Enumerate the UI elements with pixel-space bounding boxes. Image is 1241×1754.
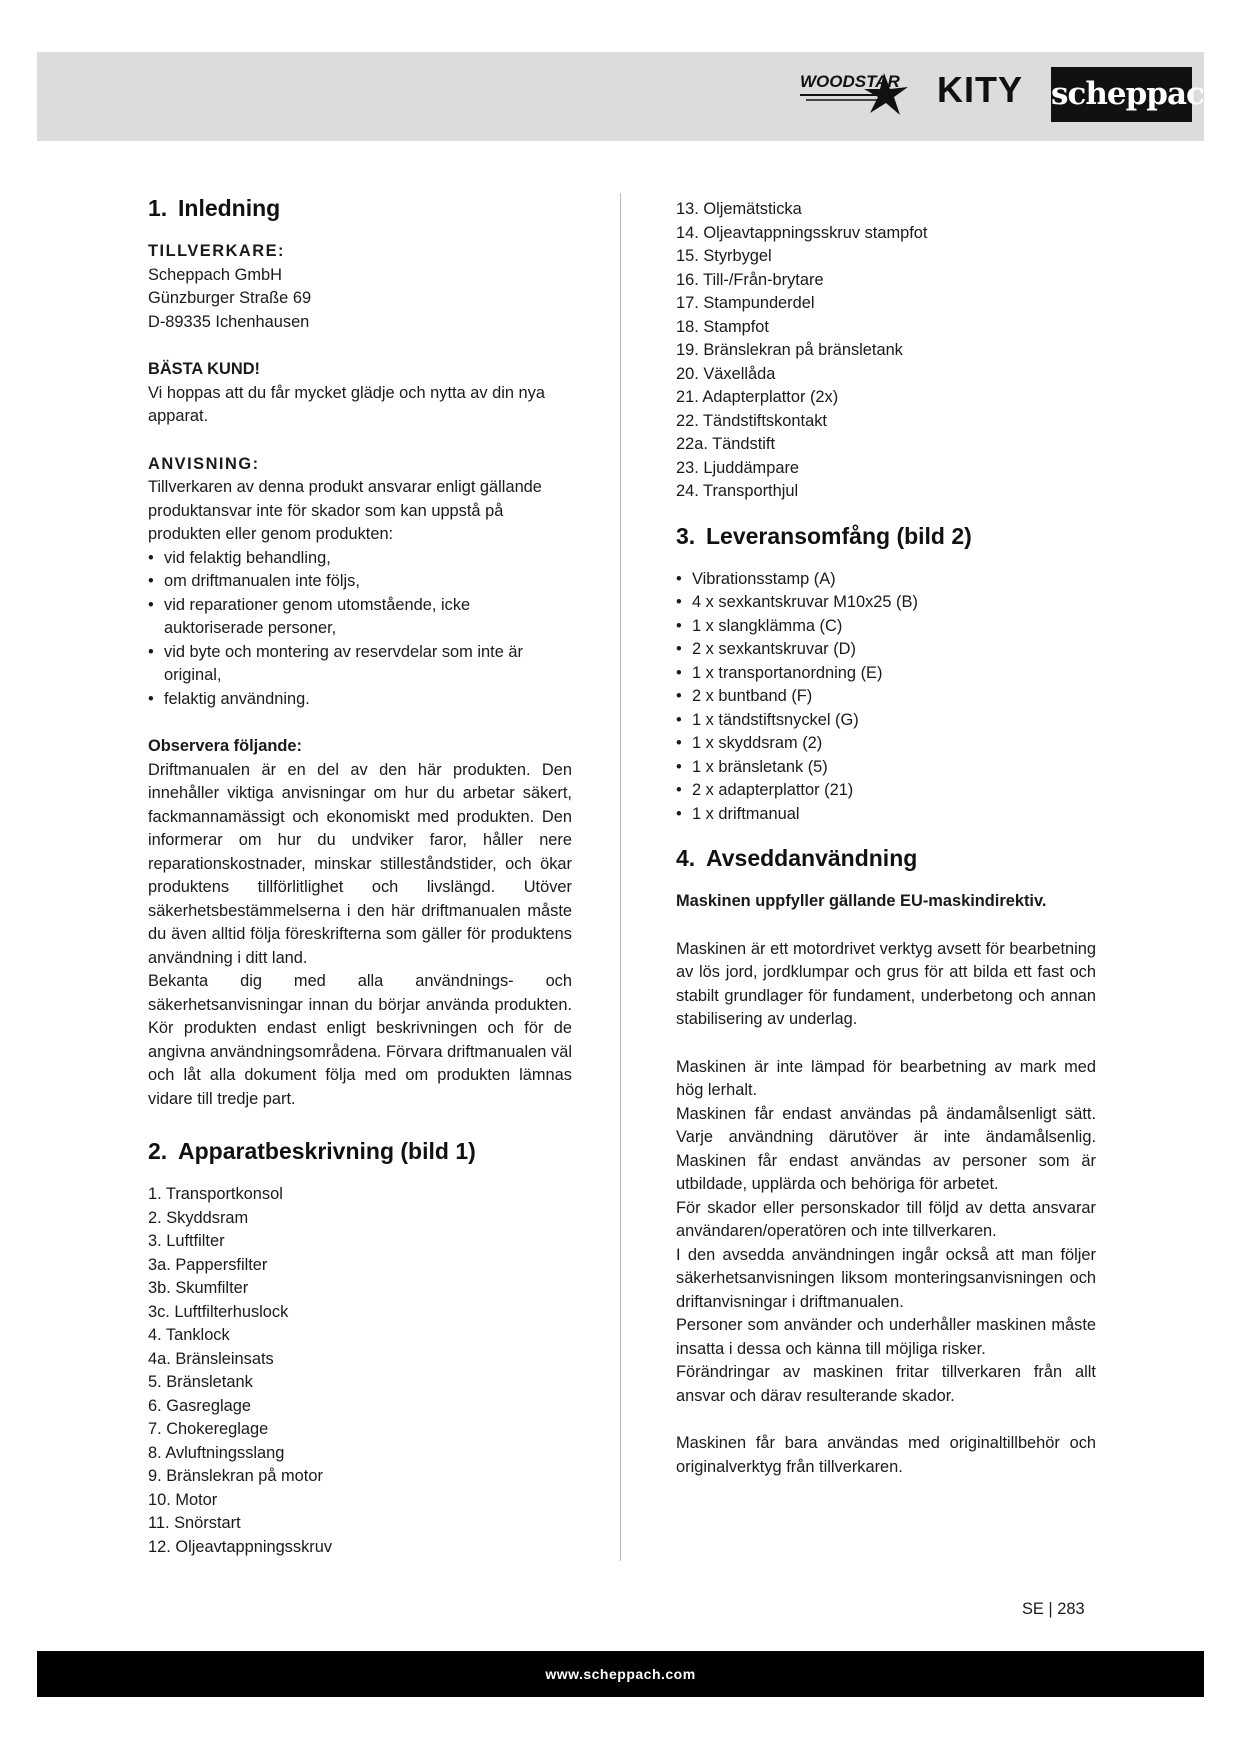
list-item: • om driftmanualen inte följs, bbox=[148, 570, 572, 594]
footer-bar bbox=[37, 1651, 1204, 1697]
list-item: 18. Stampfot bbox=[676, 317, 769, 336]
dear-customer-label: BÄSTA KUND! bbox=[148, 360, 260, 378]
list-item: 22. Tändstiftskontakt bbox=[676, 411, 827, 430]
device-parts-list bbox=[148, 1183, 572, 1559]
list-item: 22a. Tändstift bbox=[676, 435, 776, 453]
list-item: 4. Tanklock bbox=[148, 1326, 230, 1344]
list-item: • 1 x skyddsram (2) bbox=[676, 732, 1096, 756]
left-column bbox=[148, 192, 572, 1559]
list-item: • vid felaktig behandling, bbox=[148, 547, 572, 571]
list-item: 12. Oljeavtappningsskruv bbox=[148, 1537, 333, 1556]
section-2-number: 2. bbox=[148, 1138, 168, 1164]
list-item: 9. Bränslekran på motor bbox=[148, 1467, 323, 1485]
section-1-number: 1. bbox=[148, 195, 168, 221]
intended-use-paragraph: Maskinen får bara användas med originaltillbehör och originalverktyg från tillverkaren. bbox=[676, 1434, 1096, 1476]
section-1-heading bbox=[148, 192, 572, 224]
list-item: • 1 x driftmanual bbox=[676, 803, 1096, 827]
note-bullet-list bbox=[148, 547, 572, 712]
list-item: • 4 x sexkantskruvar M10x25 (B) bbox=[676, 591, 1096, 615]
list-item: 17. Stampunderdel bbox=[676, 294, 815, 312]
section-3-title: Leveransomfång (bild 2) bbox=[706, 522, 972, 549]
list-item: 3a. Pappersfilter bbox=[148, 1255, 268, 1274]
section-1-title: Inledning bbox=[178, 195, 281, 221]
intended-use-paragraph: Maskinen är inte lämpad för bearbetning av mark med hög lerhalt. bbox=[676, 1057, 1096, 1099]
list-item: • 2 x adapterplattor (21) bbox=[676, 779, 1096, 803]
list-item: 7. Chokereglage bbox=[148, 1420, 269, 1438]
dear-customer-text: Vi hoppas att du får mycket glädje och nytta av din nya apparat. bbox=[148, 383, 545, 425]
section-2-heading bbox=[148, 1135, 572, 1167]
list-item: • 1 x transportanordning (E) bbox=[676, 662, 1096, 686]
woodstar-logo bbox=[800, 69, 922, 119]
list-item: 19. Bränslekran på bränsletank bbox=[676, 341, 903, 359]
observe-label: Observera följande: bbox=[148, 737, 302, 755]
right-column bbox=[676, 198, 1096, 1479]
intended-use-paragraph: Förändringar av maskinen fritar tillverkaren från allt ansvar och därav resulterande skador. bbox=[676, 1363, 1096, 1405]
list-item: 4a. Bränsleinsats bbox=[148, 1349, 274, 1368]
section-3-heading bbox=[676, 520, 1096, 552]
kity-logo: KITY bbox=[937, 69, 1024, 110]
observe-text: Bekanta dig med alla användnings- och säkerhetsanvisningar innan du börjar använda produkten. Kör produkten endast enligt beskrivningen och för de angivna användningsområdena. Förvara driftmanualen väl och låt alla dokument följa med om produkten lämnas vidare till tredje part. bbox=[148, 972, 572, 1108]
note-text: Tillverkaren av denna produkt ansvarar enligt gällande produktansvar inte för skador som kan uppstå på produkten eller genom produkten: bbox=[148, 478, 542, 543]
observe-text: Driftmanualen är en del av den här produkten. Den innehåller viktiga anvisningar om hur du arbetar säkert, fackmannamässigt och ekonomiskt med produkten. Den informerar om hur du undviker faror, håller nere reparationskostnader, minskar stilleståndstider, och ökar produktens tillförlitlighet och livslängd. Utöver säkerhetsbestämmelserna i den här driftmanualen måste du även alltid följa föreskrifterna som gäller för produktens användning i ditt land. bbox=[148, 760, 572, 967]
note-label: ANVISNING: bbox=[148, 454, 260, 473]
list-item: • 1 x bränsletank (5) bbox=[676, 756, 1096, 780]
list-item: 10. Motor bbox=[148, 1490, 218, 1509]
list-item: 23. Ljuddämpare bbox=[676, 458, 800, 477]
intended-use-paragraph: Personer som använder och underhåller maskinen måste insatta i dessa och känna till möjliga risker. bbox=[676, 1316, 1096, 1358]
list-item: • 2 x sexkantskruvar (D) bbox=[676, 638, 1096, 662]
list-item: 3c. Luftfilterhuslock bbox=[148, 1302, 289, 1321]
section-3-number: 3. bbox=[676, 522, 696, 549]
eu-directive-text: Maskinen uppfyller gällande EU-maskindirektiv. bbox=[676, 892, 1047, 910]
list-item: 6. Gasreglage bbox=[148, 1396, 251, 1415]
list-item: 5. Bränsletank bbox=[148, 1373, 253, 1391]
section-4-number: 4. bbox=[676, 845, 696, 871]
intended-use-paragraph: I den avsedda användningen ingår också att man följer säkerhetsanvisningen liksom monteringsanvisningen och driftanvisningar i driftmanualen. bbox=[676, 1245, 1096, 1311]
intended-use-paragraph: För skador eller personskador till följd av detta ansvarar användaren/operatören och inte tillverkaren. bbox=[676, 1198, 1096, 1240]
list-item: 2. Skyddsram bbox=[148, 1208, 249, 1227]
list-item: • 1 x slangklämma (C) bbox=[676, 615, 1096, 639]
list-item: 21. Adapterplattor (2x) bbox=[676, 388, 839, 406]
list-item: 15. Styrbygel bbox=[676, 247, 772, 265]
intended-use-paragraph: Maskinen får endast användas på ändamålsenligt sätt. Varje användning därutöver är inte ändamålsenlig. Maskinen får endast användas av personer som är utbildade, upplärda och behöriga för arbetet. bbox=[676, 1104, 1096, 1193]
section-4-heading bbox=[676, 842, 1096, 874]
list-item: • vid byte och montering av reservdelar som inte är original, bbox=[148, 641, 572, 688]
delivery-scope-list bbox=[676, 568, 1096, 827]
list-item: • vid reparationer genom utomstående, icke auktoriserade personer, bbox=[148, 594, 572, 641]
list-item: 16. Till-/Från-brytare bbox=[676, 270, 824, 289]
list-item: 13. Oljemätsticka bbox=[676, 200, 802, 218]
footer-url: www.scheppach.com bbox=[545, 1666, 696, 1682]
list-item: 3. Luftfilter bbox=[148, 1232, 225, 1250]
list-item: 11. Snörstart bbox=[148, 1514, 241, 1532]
list-item: 24. Transporthjul bbox=[676, 482, 799, 500]
list-item: 20. Växellåda bbox=[676, 364, 776, 383]
address-line: Scheppach GmbH bbox=[148, 265, 282, 284]
list-item: 1. Transportkonsol bbox=[148, 1185, 283, 1203]
list-item: 14. Oljeavtappningsskruv stampfot bbox=[676, 223, 928, 242]
scheppach-logo: scheppach bbox=[1051, 67, 1192, 122]
header-bar bbox=[37, 52, 1204, 141]
address-line: D-89335 Ichenhausen bbox=[148, 312, 310, 331]
device-parts-list-continued bbox=[676, 198, 1096, 504]
woodstar-logo-text: WOODSTAR bbox=[800, 72, 900, 91]
column-divider bbox=[620, 193, 621, 1561]
section-2-title: Apparatbeskrivning (bild 1) bbox=[178, 1138, 476, 1164]
address-line: Günzburger Straße 69 bbox=[148, 289, 312, 307]
list-item: • Vibrationsstamp (A) bbox=[676, 568, 1096, 592]
intended-use-paragraph: Maskinen är ett motordrivet verktyg avsett för bearbetning av lös jord, jordklumpar och grus för att bilda ett fast och stabilt grundlager för fundament, underbetong och annan stabilisering av underlag. bbox=[676, 939, 1096, 1028]
manufacturer-label: TILLVERKARE: bbox=[148, 242, 285, 260]
list-item: • 1 x tändstiftsnyckel (G) bbox=[676, 709, 1096, 733]
list-item: 3b. Skumfilter bbox=[148, 1279, 249, 1297]
section-4-title: Avseddanvändning bbox=[706, 845, 918, 871]
list-item: • felaktig användning. bbox=[148, 688, 572, 712]
list-item: • 2 x buntband (F) bbox=[676, 685, 1096, 709]
list-item: 8. Avluftningsslang bbox=[148, 1443, 285, 1462]
page-number: SE | 283 bbox=[1022, 1600, 1085, 1618]
